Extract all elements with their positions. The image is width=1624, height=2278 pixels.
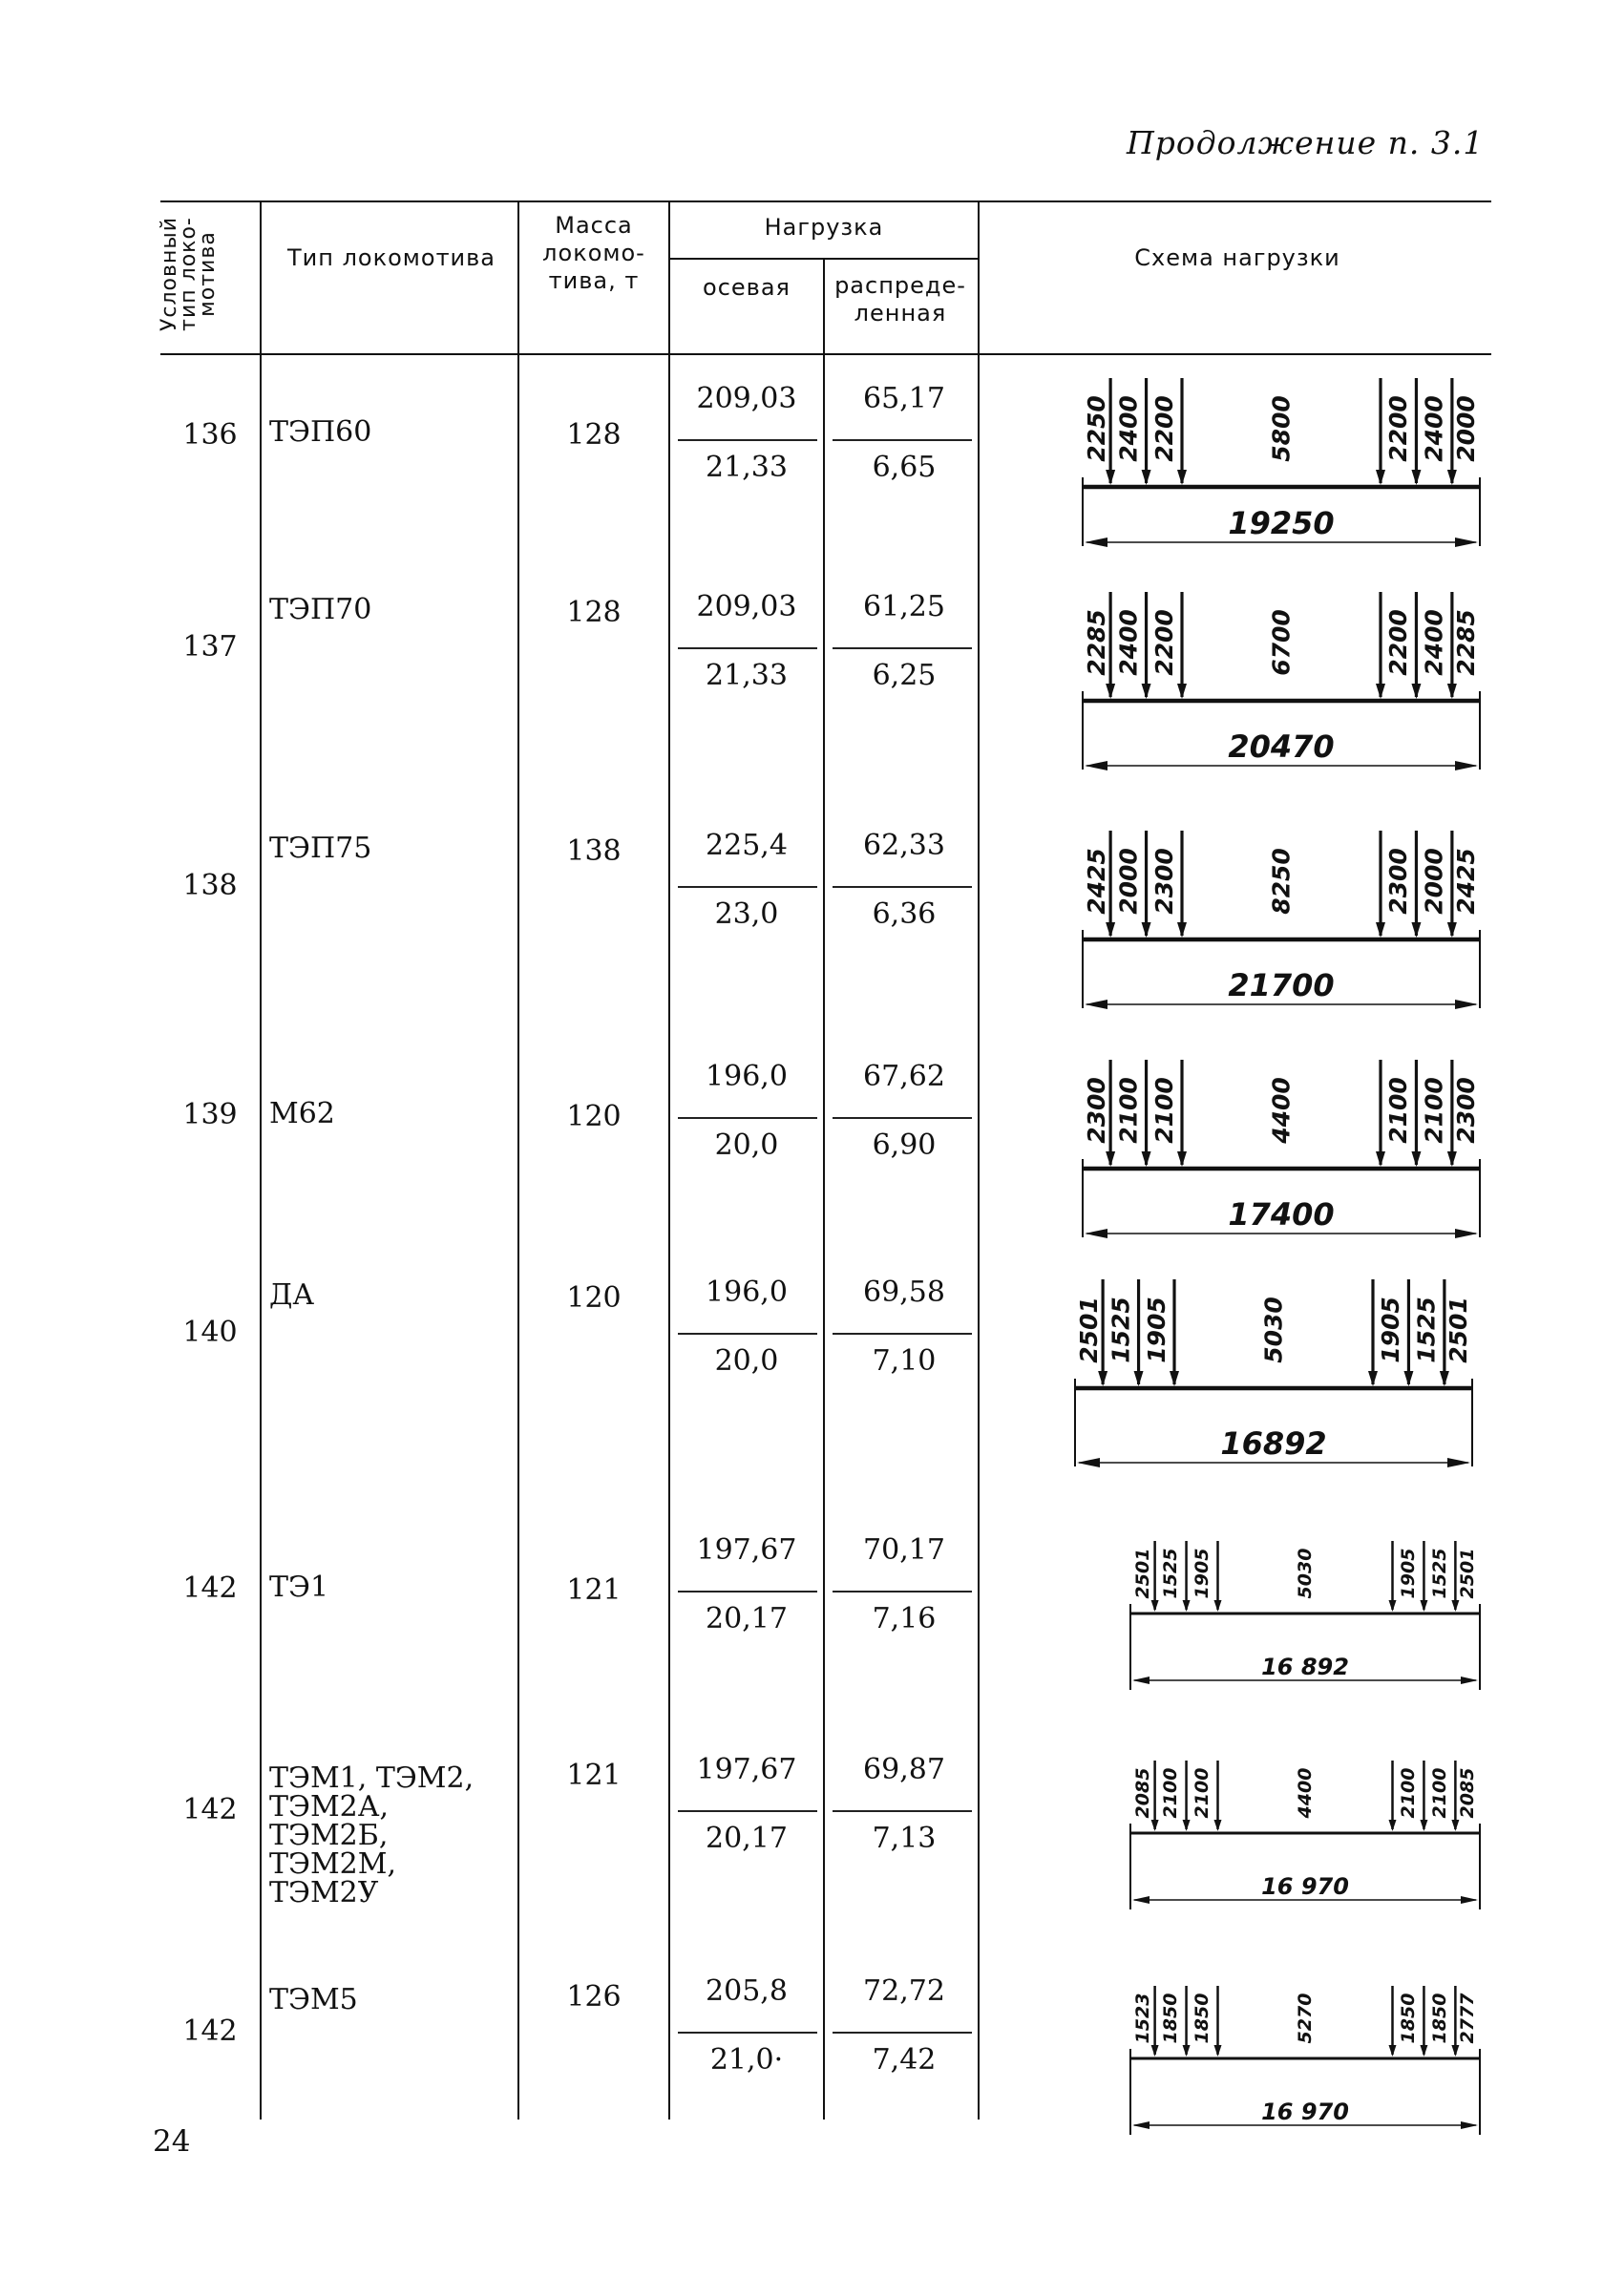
scheme-arrow-head: [1106, 1151, 1115, 1167]
scheme-dimension: 2300: [1451, 1077, 1480, 1144]
row-dist-rule: [833, 1591, 972, 1592]
table-top-rule: [160, 200, 1491, 202]
row-type-line: ТЭМ2А,: [269, 1790, 390, 1824]
scheme-total-length: 16 892: [1261, 1654, 1349, 1680]
scheme-dimension: 2100: [1192, 1767, 1213, 1819]
scheme-dimension: 1850: [1397, 1993, 1419, 2044]
row-dist-bottom: 6,36: [872, 897, 937, 931]
row-code: 138: [182, 869, 238, 902]
scheme-dim-arrow-left: [1132, 2121, 1149, 2129]
scheme-arrow-head: [1420, 1600, 1427, 1612]
scheme-arrow-head: [1106, 470, 1115, 485]
row-axial-bottom: 21,33: [706, 451, 788, 484]
scheme-dimension: 2501: [1457, 1548, 1479, 1599]
scheme-total-length: 17400: [1228, 1196, 1335, 1233]
scheme-dimension: 2285: [1083, 609, 1111, 676]
row-scheme: [1117, 1537, 1489, 1699]
scheme-dim-arrow-right: [1447, 1458, 1470, 1467]
page-heading: Продолжение п. 3.1: [1127, 124, 1485, 161]
scheme-dimension: 1850: [1160, 1993, 1182, 2044]
row-axial-bottom: 21,0·: [709, 2043, 784, 2077]
row-type: [269, 1097, 335, 1130]
row-dist-top: 67,62: [863, 1060, 945, 1093]
scheme-arrow-head: [1142, 922, 1151, 938]
row-dist-bottom: 7,13: [872, 1822, 937, 1855]
scheme-dimension: 1850: [1192, 1993, 1213, 2044]
scheme-arrow-head: [1420, 2045, 1427, 2057]
scheme-dimension: 2100: [1428, 1767, 1450, 1819]
row-mass: 120: [566, 1100, 622, 1133]
row-type: [269, 1278, 315, 1312]
scheme-dimension: 1905: [1142, 1297, 1171, 1363]
row-type-line: ТЭМ2Б,: [269, 1819, 389, 1852]
row-type-line: ТЭМ5: [269, 1983, 358, 2016]
row-type-line: М62: [269, 1097, 335, 1130]
row-scheme: [1069, 1056, 1489, 1247]
scheme-arrow-head: [1170, 1371, 1179, 1386]
col-divider-4: [823, 258, 825, 2120]
row-code: 136: [182, 418, 238, 452]
row-dist-top: 65,17: [863, 382, 945, 415]
row-code: 142: [182, 2014, 238, 2048]
scheme-arrow-head: [1447, 922, 1457, 938]
scheme-arrow-head: [1451, 1600, 1459, 1612]
row-dist-rule: [833, 1117, 972, 1119]
scheme-arrow-head: [1411, 684, 1421, 699]
header-load: Нагрузка: [764, 214, 884, 241]
row-dist-bottom: 7,16: [872, 1602, 937, 1635]
scheme-dimension: 2100: [1149, 1077, 1178, 1144]
row-dist-bottom: 6,90: [872, 1128, 937, 1162]
header-mass-line: локомо-: [542, 240, 645, 266]
scheme-dimension: 2085: [1457, 1767, 1479, 1819]
scheme-dim-arrow-left: [1085, 1229, 1107, 1238]
scheme-dimension: 4400: [1295, 1767, 1316, 1819]
scheme-dimension: 1525: [1428, 1548, 1450, 1599]
row-mass: 120: [566, 1281, 622, 1315]
row-code: 137: [182, 630, 238, 664]
scheme-arrow-head: [1177, 470, 1187, 485]
row-axial-top: 209,03: [696, 590, 797, 623]
header-mass-line: тива, т: [548, 267, 640, 294]
row-dist-bottom: 6,25: [872, 659, 937, 692]
row-type-line: ТЭМ1, ТЭМ2,: [269, 1761, 475, 1795]
row-type-line: ДА: [269, 1278, 315, 1312]
scheme-arrow-head: [1376, 922, 1385, 938]
scheme-dimension: 2300: [1384, 848, 1413, 915]
scheme-dimension: 2100: [1397, 1767, 1419, 1819]
scheme-arrow-head: [1183, 1820, 1191, 1831]
scheme-arrow-head: [1447, 1151, 1457, 1167]
scheme-dimension: 2777: [1457, 1993, 1479, 2044]
row-axial-top: 205,8: [706, 1974, 788, 2008]
page-number: 24: [153, 2124, 191, 2159]
row-type: [269, 1761, 475, 1909]
scheme-dimension: 5270: [1295, 1993, 1316, 2044]
scheme-dimension: 2000: [1451, 395, 1480, 462]
scheme-arrow-head: [1389, 1820, 1397, 1831]
scheme-dimension: 2300: [1149, 848, 1178, 915]
scheme-dimension: 2400: [1420, 609, 1448, 676]
scheme-arrow-head: [1106, 684, 1115, 699]
scheme-dimension: 2000: [1114, 848, 1143, 915]
row-mass: 121: [566, 1573, 622, 1607]
row-axial-rule: [678, 647, 817, 649]
scheme-dim-arrow-right: [1455, 1229, 1478, 1238]
header-bottom-rule: [160, 353, 1491, 355]
row-mass: 128: [566, 418, 622, 452]
scheme-dimension: 2100: [1420, 1077, 1448, 1144]
scheme-dimension: 2300: [1083, 1077, 1111, 1144]
scheme-dimension: 2250: [1083, 395, 1111, 462]
scheme-dimension: 1525: [1412, 1297, 1441, 1363]
scheme-dimension: 2200: [1384, 395, 1413, 462]
row-code: 142: [182, 1571, 238, 1605]
scheme-dimension: 2285: [1451, 609, 1480, 676]
scheme-arrow-head: [1142, 1151, 1151, 1167]
scheme-arrow-head: [1420, 1820, 1427, 1831]
scheme-dimension: 1850: [1428, 1993, 1450, 2044]
scheme-arrow-head: [1411, 470, 1421, 485]
scheme-arrow-head: [1177, 684, 1187, 699]
header-scheme: Схема нагрузки: [1134, 244, 1340, 271]
scheme-dimension: 5030: [1295, 1548, 1316, 1599]
row-axial-rule: [678, 1810, 817, 1812]
scheme-dimension: 1905: [1397, 1548, 1419, 1599]
scheme-arrow-head: [1183, 1600, 1191, 1612]
scheme-dim-arrow-right: [1461, 2121, 1478, 2129]
scheme-total-length: 16 970: [1261, 1873, 1349, 1900]
scheme-total-length: 20470: [1228, 728, 1335, 765]
scheme-dim-arrow-left: [1085, 761, 1107, 770]
scheme-dimension: 6700: [1267, 609, 1296, 676]
row-axial-rule: [678, 1117, 817, 1119]
scheme-dimension: 1525: [1107, 1297, 1135, 1363]
row-mass: 121: [566, 1759, 622, 1792]
row-type-line: ТЭМ2У: [269, 1876, 379, 1909]
scheme-dim-arrow-left: [1132, 1677, 1149, 1684]
row-dist-rule: [833, 1333, 972, 1335]
row-axial-top: 225,4: [706, 829, 788, 862]
row-mass: 138: [566, 834, 622, 868]
scheme-dimension: 8250: [1267, 848, 1296, 915]
col-divider-type: [260, 353, 262, 2120]
scheme-dim-arrow-right: [1455, 761, 1478, 770]
row-axial-top: 209,03: [696, 382, 797, 415]
header-code-line: тип локо-: [177, 217, 200, 331]
scheme-arrow-head: [1134, 1371, 1144, 1386]
row-axial-bottom: 20,0: [714, 1128, 779, 1162]
scheme-dimension: 2425: [1083, 848, 1111, 915]
scheme-arrow-head: [1451, 2045, 1459, 2057]
scheme-dimension: 2100: [1114, 1077, 1143, 1144]
header-code-line: мотива: [196, 231, 220, 317]
scheme-dim-arrow-right: [1455, 538, 1478, 547]
scheme-arrow-head: [1368, 1371, 1378, 1386]
row-dist-top: 72,72: [863, 1974, 945, 2008]
scheme-arrow-head: [1376, 470, 1385, 485]
row-dist-top: 70,17: [863, 1533, 945, 1567]
scheme-arrow-head: [1376, 684, 1385, 699]
scheme-dim-arrow-left: [1077, 1458, 1100, 1467]
scheme-dim-arrow-left: [1085, 1000, 1107, 1009]
row-type-line: ТЭП60: [269, 415, 372, 449]
scheme-total-length: 16 970: [1261, 2099, 1349, 2125]
row-dist-rule: [833, 647, 972, 649]
row-code: 140: [182, 1316, 238, 1349]
row-scheme: [1117, 1982, 1489, 2144]
row-type: [269, 593, 372, 626]
scheme-arrow-head: [1411, 922, 1421, 938]
row-dist-rule: [833, 439, 972, 441]
row-type: [269, 1573, 328, 1602]
scheme-dimension: 2400: [1114, 395, 1143, 462]
row-dist-bottom: 6,65: [872, 451, 937, 484]
scheme-arrow-head: [1151, 1820, 1159, 1831]
header-distributed-line: распреде-: [834, 272, 966, 299]
scheme-dimension: 1525: [1160, 1548, 1182, 1599]
col-divider-5: [978, 200, 980, 2120]
row-dist-rule: [833, 2032, 972, 2034]
scheme-dimension: 5800: [1267, 395, 1296, 462]
scheme-dimension: 2425: [1451, 848, 1480, 915]
row-axial-top: 196,0: [706, 1060, 788, 1093]
header-distributed: [823, 272, 978, 327]
row-axial-bottom: 20,17: [706, 1602, 788, 1635]
scheme-dimension: 1523: [1131, 1993, 1153, 2044]
row-type: [269, 415, 372, 449]
row-axial-rule: [678, 1333, 817, 1335]
scheme-dimension: 2200: [1384, 609, 1413, 676]
scheme-dimension: 4400: [1267, 1077, 1296, 1144]
scheme-arrow-head: [1389, 1600, 1397, 1612]
row-axial-top: 197,67: [696, 1533, 797, 1567]
row-axial-bottom: 21,33: [706, 659, 788, 692]
row-type-line: ТЭП75: [269, 832, 372, 865]
scheme-arrow-head: [1389, 2045, 1397, 2057]
scheme-arrow-head: [1376, 1151, 1385, 1167]
scheme-dimension: 2400: [1114, 609, 1143, 676]
scheme-arrow-head: [1142, 470, 1151, 485]
scheme-dimension: 1905: [1192, 1548, 1213, 1599]
row-axial-top: 197,67: [696, 1753, 797, 1786]
row-type-line: ТЭ1: [269, 1571, 329, 1604]
row-dist-top: 62,33: [863, 829, 945, 862]
row-mass: 128: [566, 596, 622, 629]
row-axial-bottom: 20,0: [714, 1344, 779, 1378]
scheme-dim-arrow-left: [1085, 538, 1107, 547]
header-mass: [519, 212, 668, 295]
row-code: 142: [182, 1793, 238, 1826]
scheme-dimension: 2200: [1149, 609, 1178, 676]
col-divider-1: [260, 200, 262, 353]
scheme-dimension: 2000: [1420, 848, 1448, 915]
scheme-arrow-head: [1151, 1600, 1159, 1612]
row-axial-rule: [678, 2032, 817, 2034]
row-axial-bottom: 20,17: [706, 1822, 788, 1855]
header-mass-line: Масса: [555, 212, 633, 239]
row-scheme: [1062, 1276, 1482, 1476]
scheme-dim-arrow-right: [1461, 1896, 1478, 1904]
scheme-dim-arrow-left: [1132, 1896, 1149, 1904]
scheme-dimension: 2085: [1131, 1767, 1153, 1819]
row-dist-rule: [833, 886, 972, 888]
scheme-arrow-head: [1106, 922, 1115, 938]
col-divider-2: [517, 200, 519, 2120]
scheme-dimension: 2400: [1420, 395, 1448, 462]
row-axial-bottom: 23,0: [714, 897, 779, 931]
header-distributed-line: ленная: [854, 300, 947, 327]
scheme-arrow-head: [1151, 2045, 1159, 2057]
scheme-dimension: 5030: [1259, 1297, 1288, 1363]
row-axial-rule: [678, 1591, 817, 1592]
scheme-dimension: 2100: [1384, 1077, 1413, 1144]
scheme-dimension: 2501: [1075, 1297, 1104, 1363]
scheme-arrow-head: [1214, 1600, 1222, 1612]
scheme-arrow-head: [1177, 1151, 1187, 1167]
header-code-line: Условный: [158, 216, 181, 332]
row-type: [269, 834, 371, 863]
scheme-arrow-head: [1214, 1820, 1222, 1831]
row-dist-bottom: 7,10: [872, 1344, 937, 1378]
scheme-dimension: 2501: [1131, 1548, 1153, 1599]
scheme-arrow-head: [1403, 1371, 1413, 1386]
row-dist-top: 69,87: [863, 1753, 945, 1786]
scheme-arrow-head: [1098, 1371, 1107, 1386]
scheme-dimension: 2501: [1444, 1297, 1472, 1363]
scheme-total-length: 21700: [1228, 967, 1335, 1003]
scheme-arrow-head: [1447, 684, 1457, 699]
row-type-line: ТЭП70: [269, 593, 372, 626]
row-dist-top: 69,58: [863, 1276, 945, 1309]
row-dist-top: 61,25: [863, 590, 945, 623]
scheme-arrow-head: [1142, 684, 1151, 699]
row-dist-rule: [833, 1810, 972, 1812]
row-scheme: [1069, 374, 1489, 556]
row-scheme: [1069, 827, 1489, 1018]
scheme-dimension: 2200: [1149, 395, 1178, 462]
scheme-dim-arrow-right: [1455, 1000, 1478, 1009]
row-scheme: [1117, 1757, 1489, 1919]
scheme-arrow-head: [1177, 922, 1187, 938]
row-type: [269, 1983, 358, 2016]
scheme-arrow-head: [1447, 470, 1457, 485]
row-scheme: [1069, 588, 1489, 779]
row-dist-bottom: 7,42: [872, 2043, 937, 2077]
scheme-dimension: 2100: [1160, 1767, 1182, 1819]
scheme-arrow-head: [1440, 1371, 1449, 1386]
row-axial-rule: [678, 439, 817, 441]
row-code: 139: [182, 1098, 238, 1131]
scheme-dim-arrow-right: [1461, 1677, 1478, 1684]
scheme-total-length: 19250: [1228, 505, 1335, 541]
header-type: Тип локомотива: [287, 244, 496, 271]
row-type-line: ТЭМ2М,: [269, 1847, 397, 1881]
scheme-dimension: 1905: [1377, 1297, 1405, 1363]
header-axial: осевая: [703, 274, 791, 301]
scheme-arrow-head: [1411, 1151, 1421, 1167]
header-code: [160, 193, 218, 355]
scheme-total-length: 16892: [1220, 1425, 1327, 1462]
scheme-arrow-head: [1214, 2045, 1222, 2057]
row-mass: 126: [566, 1980, 622, 2014]
row-axial-rule: [678, 886, 817, 888]
scheme-arrow-head: [1183, 2045, 1191, 2057]
scheme-arrow-head: [1451, 1820, 1459, 1831]
row-axial-top: 196,0: [706, 1276, 788, 1309]
